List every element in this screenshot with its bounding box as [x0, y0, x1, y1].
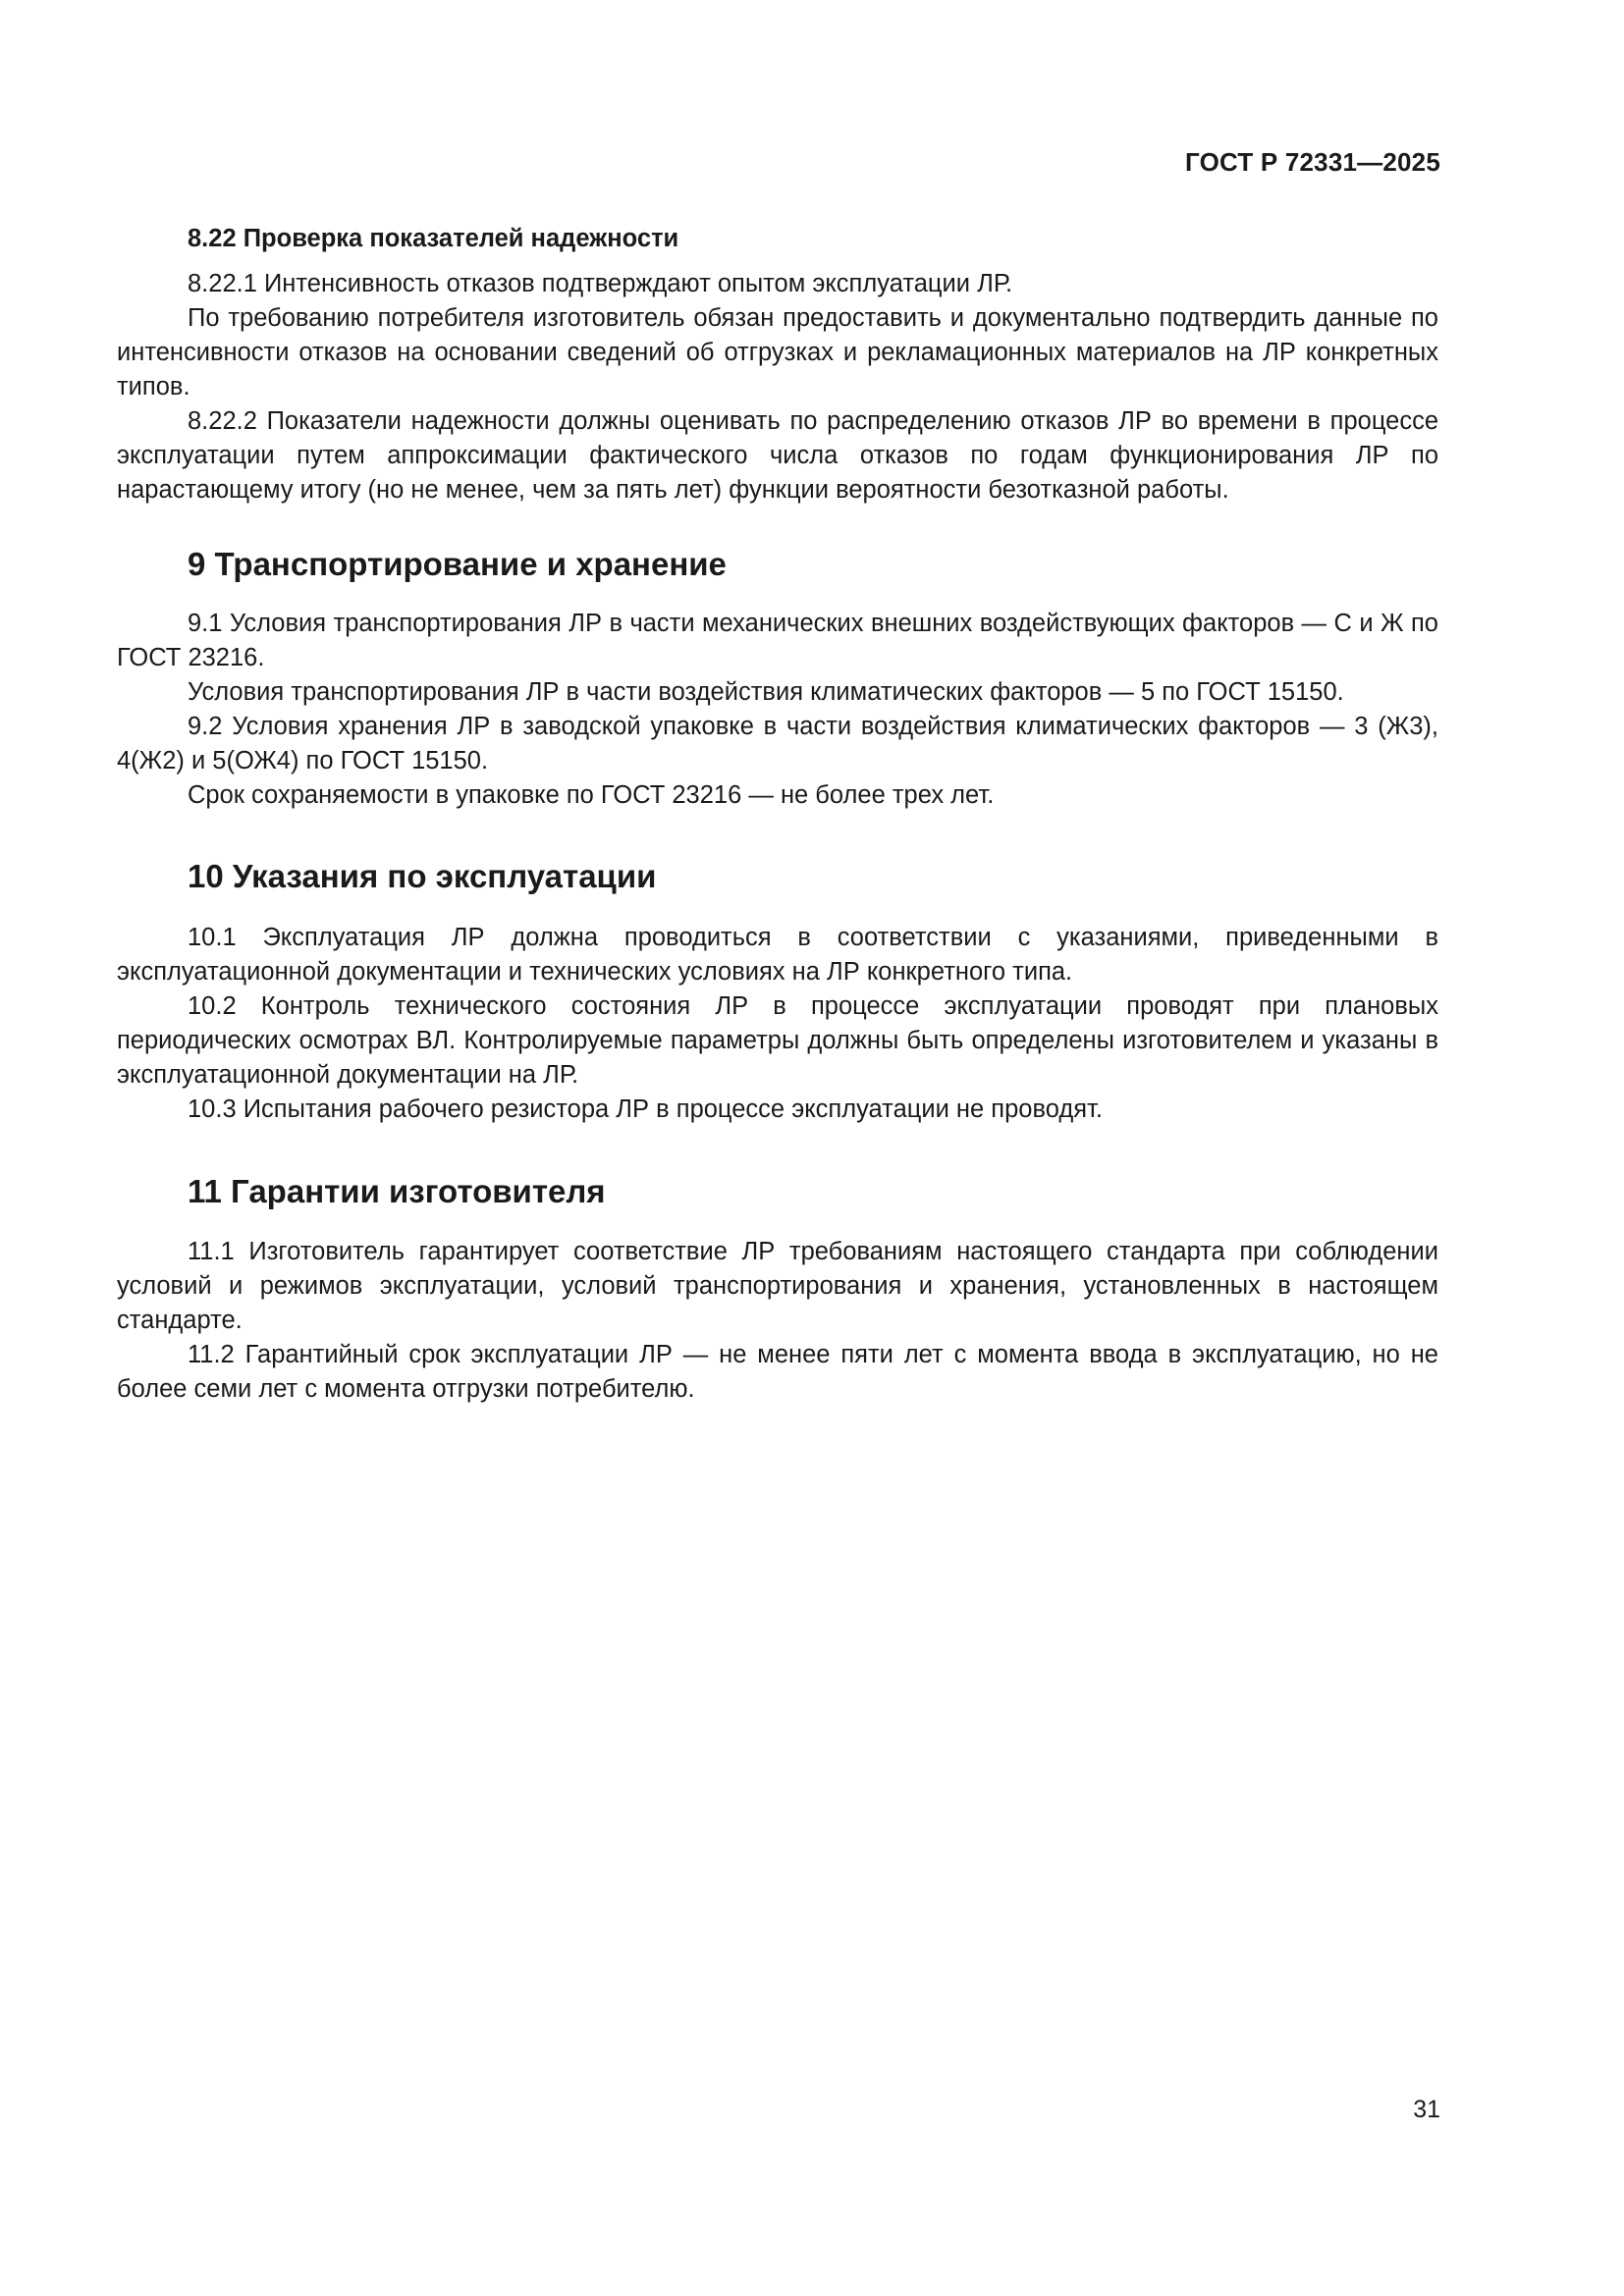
document-body — [117, 222, 1438, 1407]
section-title-11: 11 Гарантии изготовителя — [188, 1173, 606, 1209]
paragraph-10-1: 10.1 Эксплуатация ЛР должна проводиться в соответствии с указаниями, приведенными в эксплуатационной документации и технических условиях на ЛР конкретного типа. — [117, 924, 1438, 986]
paragraph-10-2: 10.2 Контроль технического состояния ЛР в процессе эксплуатации проводят при плановых периодических осмотрах ВЛ. Контролируемые параметры должны быть определены изготовителем и указаны в эксплуатационной документации на ЛР. — [117, 992, 1438, 1089]
page-number: 31 — [1413, 2096, 1440, 2123]
paragraph-9-2-cont: Срок сохраняемости в упаковке по ГОСТ 23216 — не более трех лет. — [188, 781, 995, 809]
section-title-10: 10 Указания по эксплуатации — [188, 858, 657, 894]
paragraph-11-2: 11.2 Гарантийный срок эксплуатации ЛР — не менее пяти лет с момента ввода в эксплуатацию, но не более семи лет с момента отгрузки потребителю. — [117, 1341, 1438, 1403]
subsection-title-8-22: 8.22 Проверка показателей надежности — [188, 225, 679, 252]
paragraph-8-22-1: 8.22.1 Интенсивность отказов подтверждают опытом эксплуатации ЛР. — [188, 270, 1013, 297]
section-title-9: 9 Транспортирование и хранение — [188, 546, 727, 582]
paragraph-8-22-1-cont: По требованию потребителя изготовитель обязан предоставить и документально подтвердить данные по интенсивности отказов на основании сведений об отгрузках и рекламационных материалов на ЛР конкретных типов. — [117, 304, 1438, 400]
paragraph-10-3: 10.3 Испытания рабочего резистора ЛР в процессе эксплуатации не проводят. — [188, 1095, 1103, 1123]
document-number-header: ГОСТ Р 72331—2025 — [1185, 147, 1440, 177]
paragraph-11-1: 11.1 Изготовитель гарантирует соответствие ЛР требованиям настоящего стандарта при соблюдении условий и режимов эксплуатации, условий транспортирования и хранения, установленных в настоящем стандарте. — [117, 1238, 1438, 1334]
paragraph-8-22-2: 8.22.2 Показатели надежности должны оценивать по распределению отказов ЛР во времени в процессе эксплуатации путем аппроксимации фактического числа отказов по годам функционирования ЛР по нарастающему итогу (но не менее, чем за пять лет) функции вероятности безотказной работы. — [117, 407, 1438, 504]
paragraph-9-1-cont: Условия транспортирования ЛР в части воздействия климатических факторов — 5 по ГОСТ 15150. — [188, 678, 1344, 706]
paragraph-9-2: 9.2 Условия хранения ЛР в заводской упаковке в части воздействия климатических факторов — 3 (Ж3), 4(Ж2) и 5(ОЖ4) по ГОСТ 15150. — [117, 713, 1438, 774]
paragraph-9-1: 9.1 Условия транспортирования ЛР в части механических внешних воздействующих факторов — С и Ж по ГОСТ 23216. — [117, 610, 1438, 671]
